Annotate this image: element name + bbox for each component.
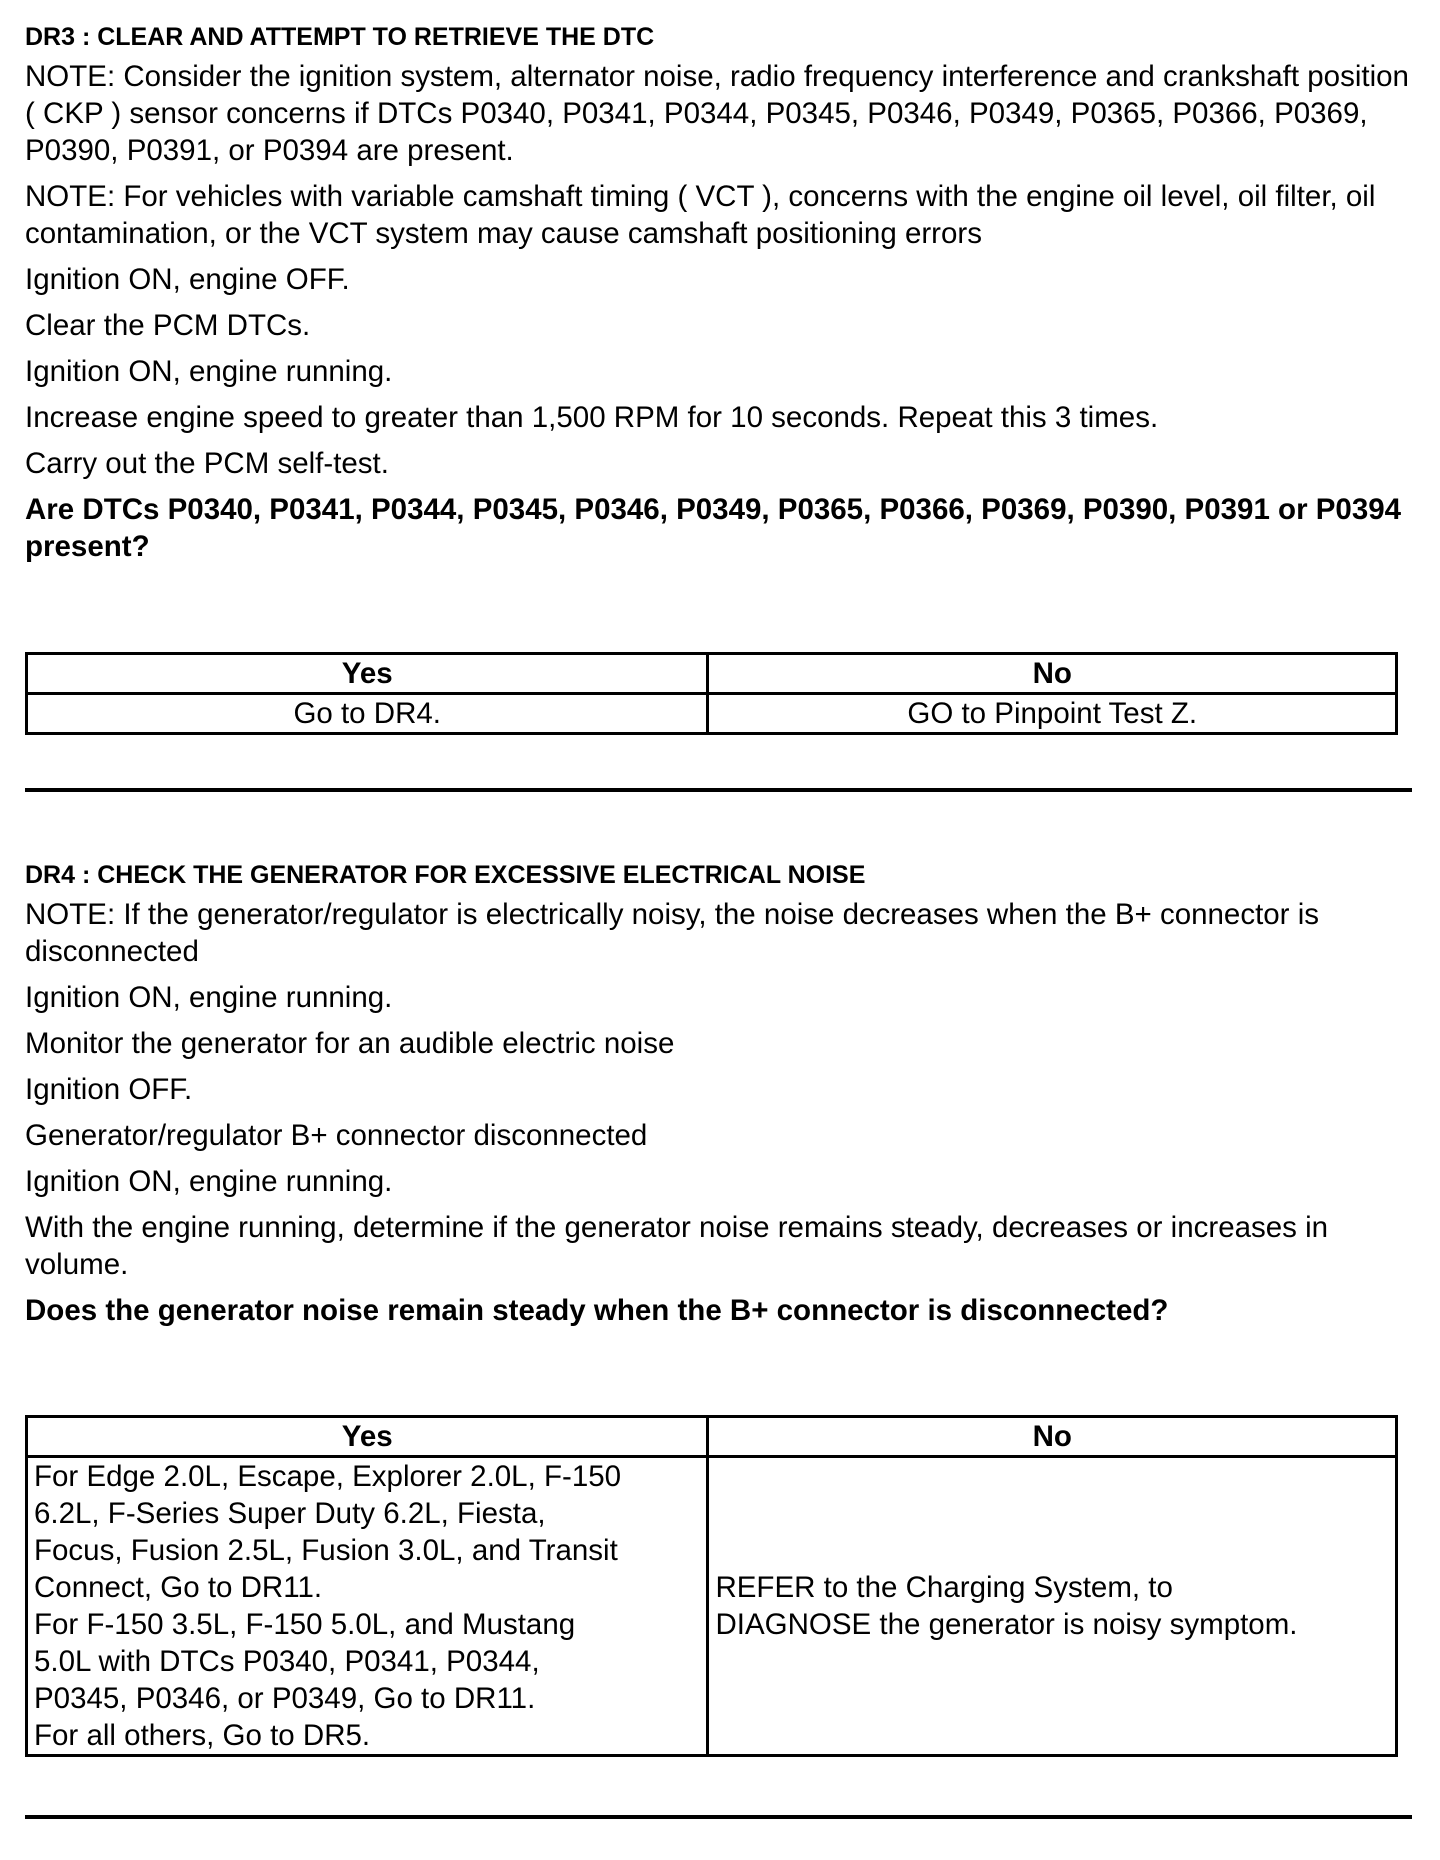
no-header: No xyxy=(708,1417,1397,1457)
yes-line: For all others, Go to DR5. xyxy=(34,1719,371,1752)
yes-line: Focus, Fusion 2.5L, Fusion 3.0L, and Transit xyxy=(34,1534,618,1567)
dr3-note-2: NOTE: For vehicles with variable camshaft timing ( VCT ), concerns with the engine oil level, oil filter, oil contamination, or the VCT system may cause camshaft positioning errors xyxy=(25,180,1376,250)
yes-line: For F-150 3.5L, F-150 5.0L, and Mustang xyxy=(34,1608,576,1641)
no-line: REFER to the Charging System, to xyxy=(715,1571,1173,1604)
dr4-step-2: Monitor the generator for an audible electric noise xyxy=(25,1027,675,1060)
dr3-no-cell: GO to Pinpoint Test Z. xyxy=(708,694,1397,734)
table-row xyxy=(27,1457,1397,1756)
dr4-answer-table xyxy=(25,1415,1398,1757)
dr3-step-4: Increase engine speed to greater than 1,500 RPM for 10 seconds. Repeat this 3 times. xyxy=(25,401,1159,434)
dr3-section xyxy=(25,22,1415,565)
table-header-row xyxy=(27,654,1397,694)
dr4-step-5: Ignition ON, engine running. xyxy=(25,1165,393,1198)
dr4-heading: DR4 : CHECK THE GENERATOR FOR EXCESSIVE ELECTRICAL NOISE xyxy=(25,861,866,889)
dr4-no-cell xyxy=(708,1457,1397,1756)
no-line: DIAGNOSE the generator is noisy symptom. xyxy=(715,1608,1298,1641)
yes-header: Yes xyxy=(27,654,708,694)
no-header: No xyxy=(708,654,1397,694)
table-header-row xyxy=(27,1417,1397,1457)
dr4-note-1: NOTE: If the generator/regulator is electrically noisy, the noise decreases when the B+ connector is disconnected xyxy=(25,898,1320,968)
dr3-step-5: Carry out the PCM self-test. xyxy=(25,447,389,480)
dr4-step-4: Generator/regulator B+ connector disconnected xyxy=(25,1119,648,1152)
section-divider xyxy=(25,788,1412,792)
dr4-section xyxy=(25,860,1415,1329)
yes-line: P0345, P0346, or P0349, Go to DR11. xyxy=(34,1682,536,1715)
dr4-yes-cell xyxy=(27,1457,708,1756)
table-row xyxy=(27,694,1397,734)
yes-line: For Edge 2.0L, Escape, Explorer 2.0L, F-150 xyxy=(34,1460,622,1493)
dr3-step-3: Ignition ON, engine running. xyxy=(25,355,393,388)
dr3-question: Are DTCs P0340, P0341, P0344, P0345, P0346, P0349, P0365, P0366, P0369, P0390, P0391 or P0394 present? xyxy=(25,493,1402,563)
dr4-step-3: Ignition OFF. xyxy=(25,1073,193,1106)
dr4-step-1: Ignition ON, engine running. xyxy=(25,981,393,1014)
yes-line: 6.2L, F-Series Super Duty 6.2L, Fiesta, xyxy=(34,1497,546,1530)
dr3-note-1: NOTE: Consider the ignition system, alternator noise, radio frequency interference and crankshaft position ( CKP ) sensor concerns if DTCs P0340, P0341, P0344, P0345, P0346, P0349, P0365, P0366, P0369, P0390, P0391, or P0394 are present. xyxy=(25,60,1409,167)
section-divider xyxy=(25,1815,1412,1819)
dr3-heading: DR3 : CLEAR AND ATTEMPT TO RETRIEVE THE DTC xyxy=(25,23,655,51)
dr3-step-1: Ignition ON, engine OFF. xyxy=(25,263,350,296)
yes-line: Connect, Go to DR11. xyxy=(34,1571,323,1604)
dr3-answer-table xyxy=(25,652,1398,735)
dr4-question: Does the generator noise remain steady when the B+ connector is disconnected? xyxy=(25,1294,1169,1327)
dr3-step-2: Clear the PCM DTCs. xyxy=(25,309,311,342)
dr4-step-6: With the engine running, determine if the generator noise remains steady, decreases or increases in volume. xyxy=(25,1211,1329,1281)
dr3-yes-cell: Go to DR4. xyxy=(27,694,708,734)
yes-header: Yes xyxy=(27,1417,708,1457)
yes-line: 5.0L with DTCs P0340, P0341, P0344, xyxy=(34,1645,540,1678)
